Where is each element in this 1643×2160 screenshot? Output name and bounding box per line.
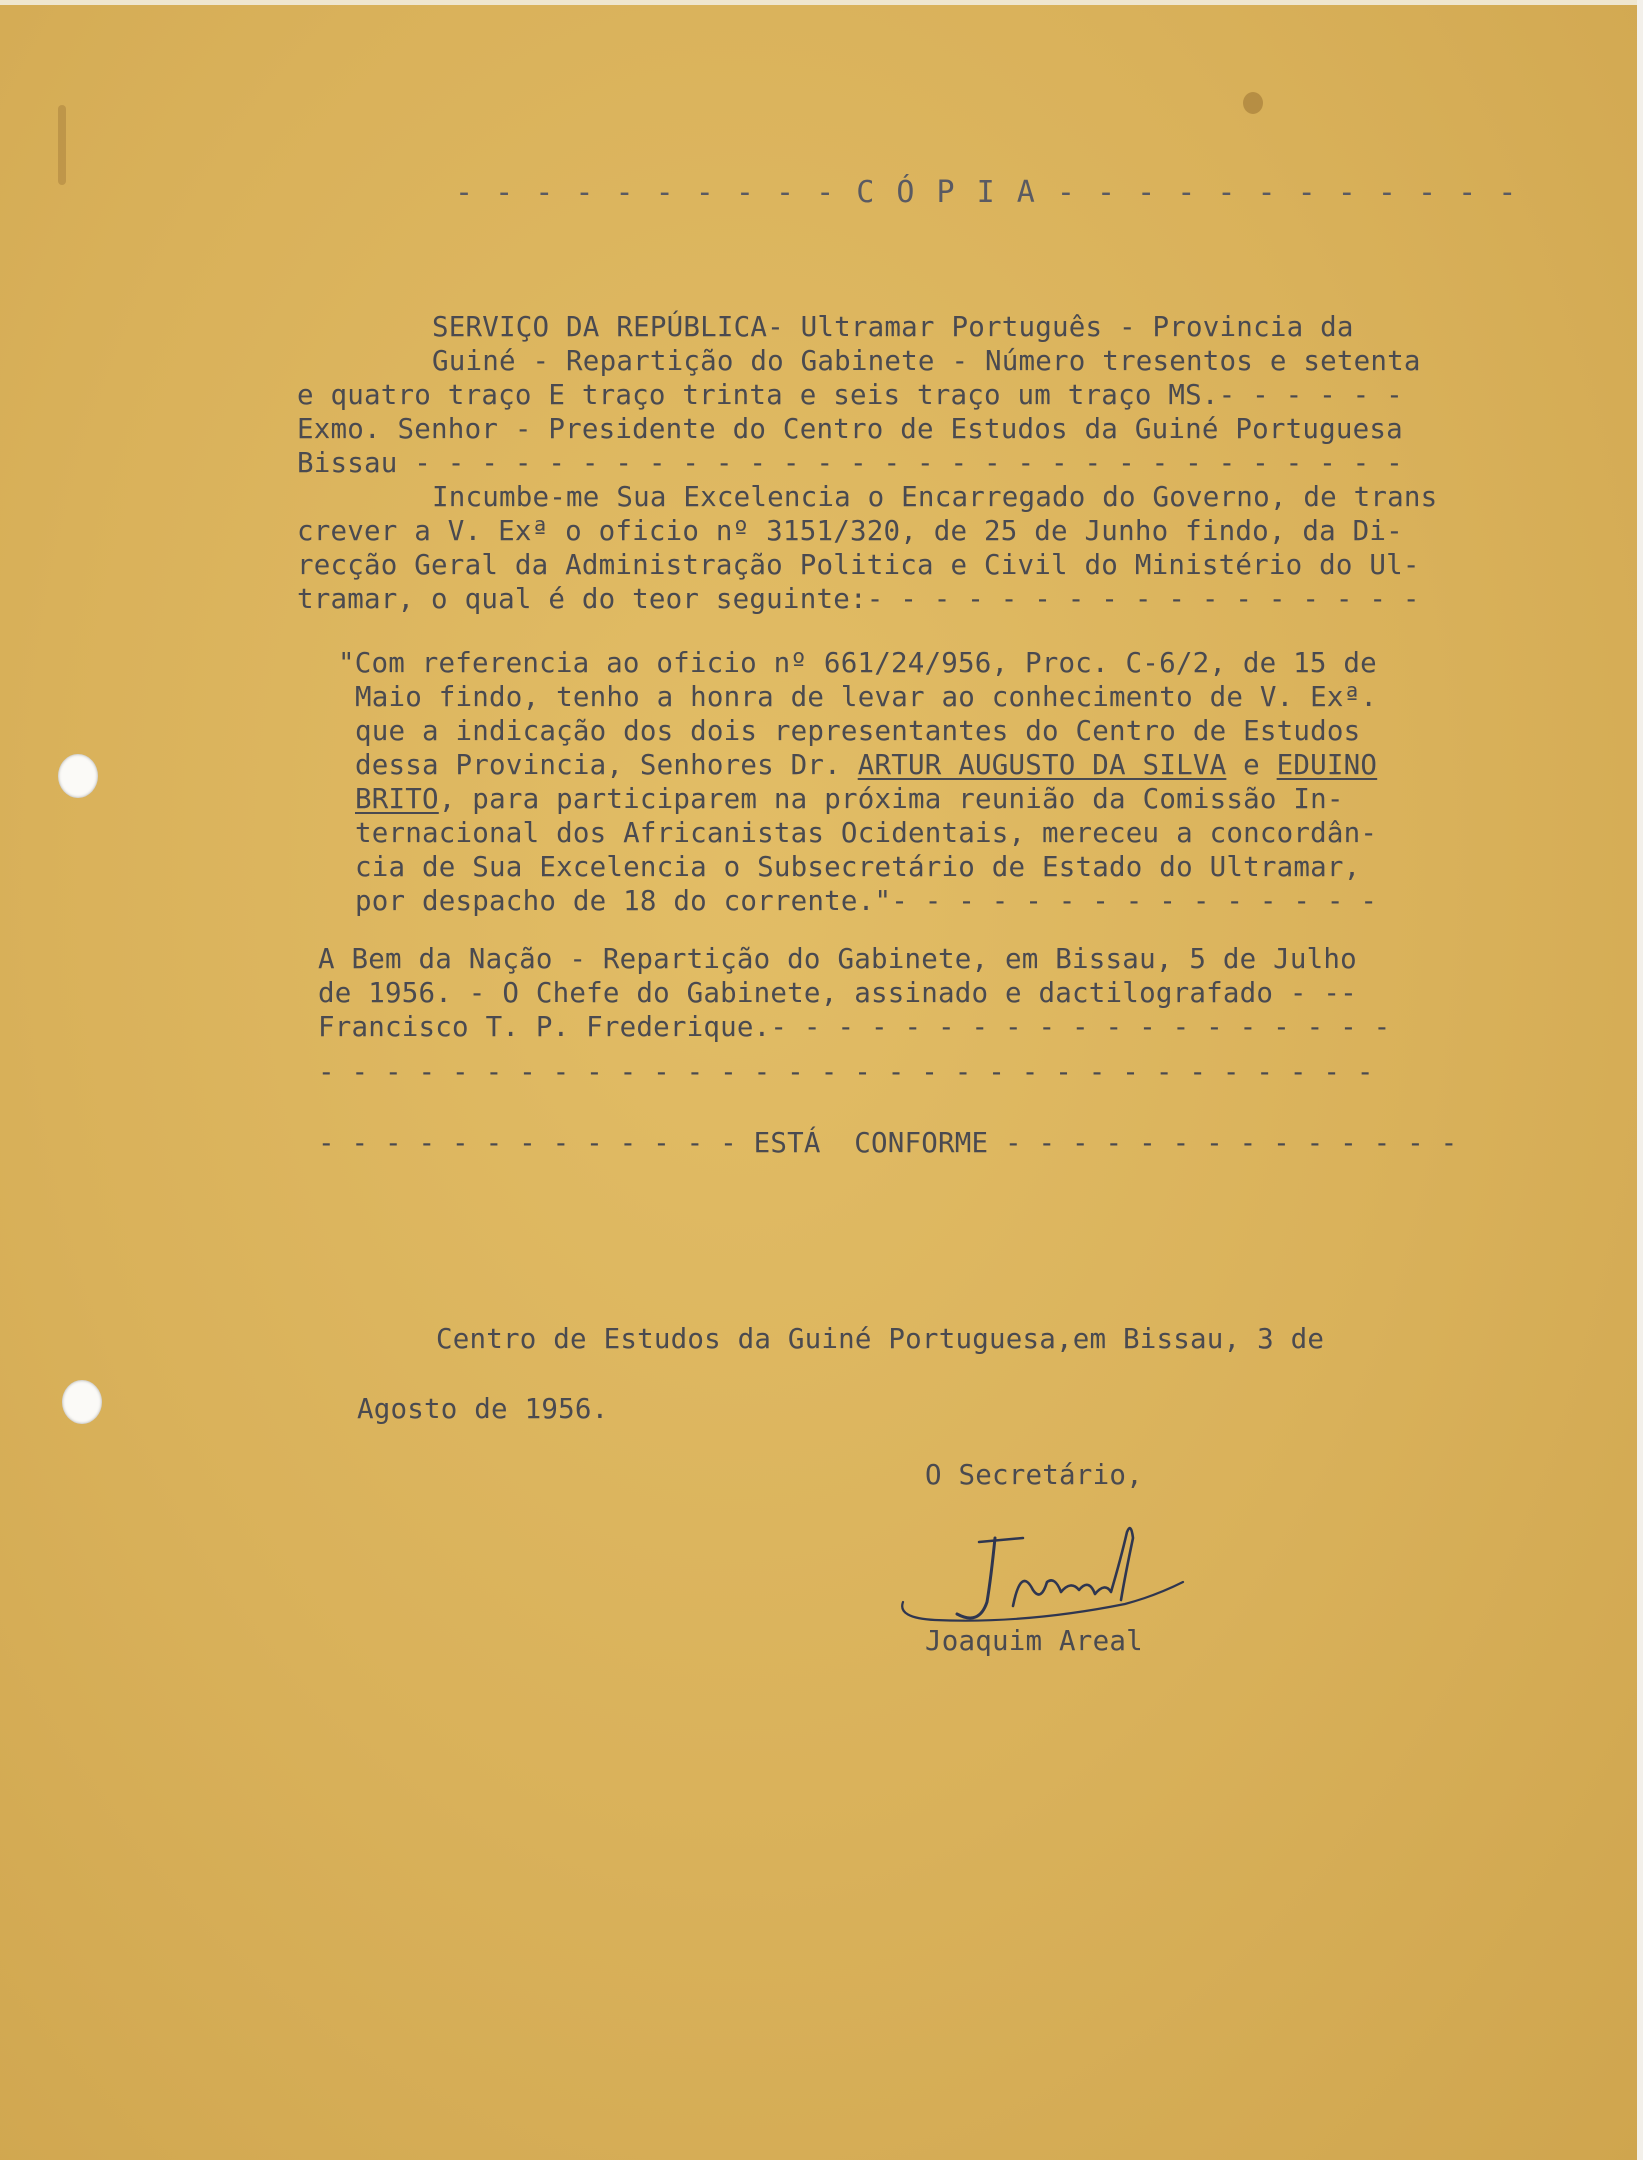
quote-line-4-mid: e — [1226, 749, 1277, 781]
underlined-name-1: ARTUR AUGUSTO DA SILVA — [857, 749, 1227, 781]
header-line-5: Bissau - - - - - - - - - - - - - - - - - - - - - - - - - - - - - - — [297, 447, 1403, 479]
paper-right-edge — [1637, 0, 1643, 2160]
header-line-3: e quatro traço E traço trinta e seis traço um traço MS.- - - - - - — [297, 379, 1403, 411]
body-line-4: tramar, o qual é do teor seguinte:- - - - - - - - - - - - - - - - - — [297, 583, 1420, 615]
closing-line-3: Francisco T. P. Frederique.- - - - - - - - - - - - - - - - - - - — [318, 1011, 1391, 1043]
quote-line-1: "Com referencia ao oficio nº 661/24/956, Proc. C-6/2, de 15 de — [338, 647, 1377, 679]
header-line-2: Guiné - Repartição do Gabinete - Número tresentos e setenta — [432, 345, 1421, 377]
body-line-1: Incumbe-me Sua Excelencia o Encarregado do Governo, de trans — [432, 481, 1438, 513]
quote-line-2: Maio findo, tenho a honra de levar ao conhecimento de V. Exª. — [355, 681, 1378, 713]
closing-line-1: A Bem da Nação - Repartição do Gabinete, em Bissau, 5 de Julho — [318, 943, 1357, 975]
quote-line-5 — [355, 782, 1344, 816]
quote-line-7: cia de Sua Excelencia o Subsecretário de Estado do Ultramar, — [355, 851, 1361, 883]
quote-line-4 — [355, 748, 1377, 782]
dash-separator: - - - - - - - - - - - - - - - - - - - - - - - - - - - - - - - - — [318, 1056, 1374, 1088]
closing-line-2: de 1956. - O Chefe do Gabinete, assinado e dactilografado - -- — [318, 977, 1357, 1009]
quote-line-5-suffix: , para participarem na próxima reunião da Comissão In- — [438, 783, 1344, 815]
copy-heading: - - - - - - - - - - C Ó P I A - - - - - - - - - - - - — [455, 175, 1519, 210]
header-line-1: SERVIÇO DA REPÚBLICA- Ultramar Português - Provincia da — [432, 311, 1354, 343]
signatory-name: Joaquim Areal — [925, 1625, 1143, 1657]
quote-line-6: ternacional dos Africanistas Ocidentais, mereceu a concordân- — [355, 817, 1378, 849]
body-line-3: recção Geral da Administração Politica e Civil do Ministério do Ul- — [297, 549, 1420, 581]
punch-hole-bottom — [62, 1380, 102, 1424]
paper-stain — [1243, 92, 1263, 114]
handwritten-signature — [895, 1518, 1215, 1638]
place-date-line-2: Agosto de 1956. — [357, 1393, 609, 1425]
secretary-title: O Secretário, — [925, 1459, 1143, 1491]
quote-line-3: que a indicação dos dois representantes do Centro de Estudos — [355, 715, 1361, 747]
body-line-2: crever a V. Exª o oficio nº 3151/320, de 25 de Junho findo, da Di- — [297, 515, 1403, 547]
paper-mark — [58, 105, 66, 185]
punch-hole-top — [58, 754, 98, 798]
esta-conforme-line: - - - - - - - - - - - - - ESTÁ CONFORME - - - - - - - - - - - - - - — [318, 1127, 1458, 1159]
underlined-name-2-last: BRITO — [355, 783, 439, 815]
paper-top-edge — [0, 0, 1643, 5]
header-line-4: Exmo. Senhor - Presidente do Centro de Estudos da Guiné Portuguesa — [297, 413, 1403, 445]
quote-line-4-prefix: dessa Provincia, Senhores Dr. — [355, 749, 858, 781]
underlined-name-2-first: EDUINO — [1276, 749, 1378, 781]
place-date-line-1: Centro de Estudos da Guiné Portuguesa,em Bissau, 3 de — [436, 1323, 1325, 1355]
quote-line-8: por despacho de 18 do corrente."- - - - - - - - - - - - - - - — [355, 885, 1378, 917]
